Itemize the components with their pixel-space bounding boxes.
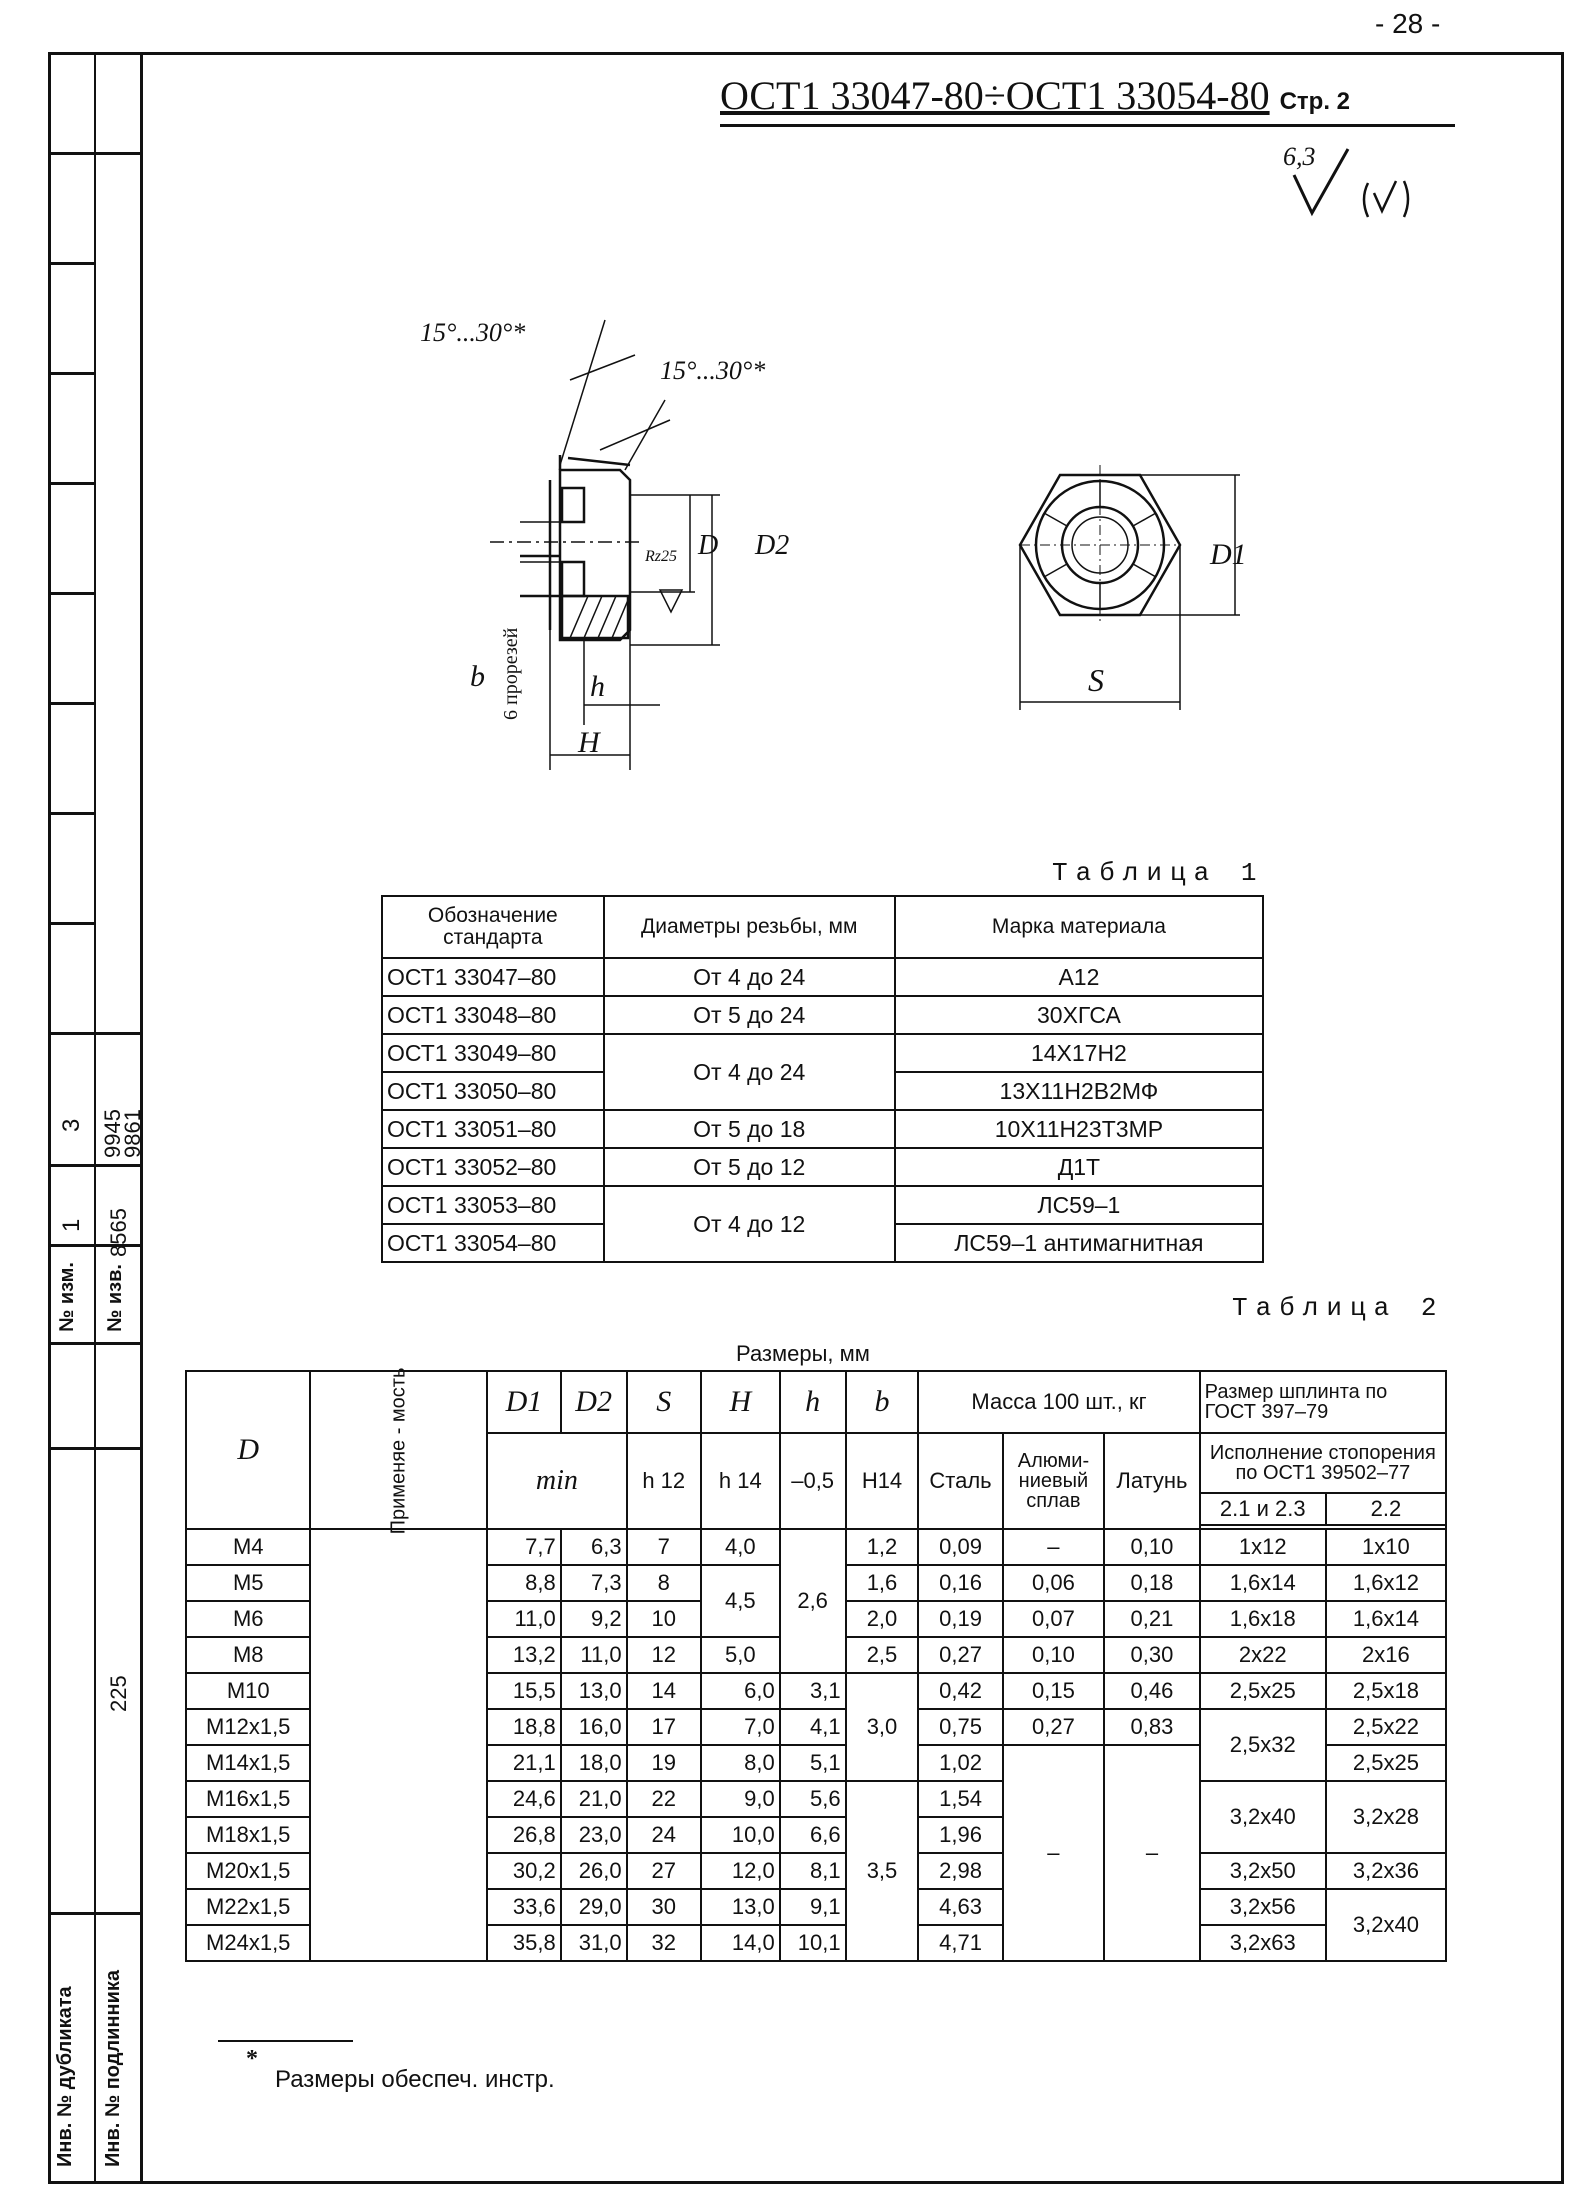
cell-steel: 1,54 bbox=[918, 1781, 1002, 1817]
roughness-value: 6,3 bbox=[1283, 142, 1316, 171]
cell-D2: 31,0 bbox=[561, 1925, 627, 1961]
cell-D2: 6,3 bbox=[561, 1529, 627, 1565]
cell-S: 10 bbox=[627, 1601, 701, 1637]
strip-line bbox=[48, 1447, 140, 1450]
cell-h: 8,1 bbox=[780, 1853, 846, 1889]
cell-h: 10,1 bbox=[780, 1925, 846, 1961]
cell-D1: 15,5 bbox=[487, 1673, 560, 1709]
cell-D2: 7,3 bbox=[561, 1565, 627, 1601]
cell-D: М14х1,5 bbox=[186, 1745, 310, 1781]
table2-header-alu: Алюми- ниевый сплав bbox=[1003, 1433, 1105, 1529]
cell-H: 12,0 bbox=[701, 1853, 780, 1889]
table-row bbox=[382, 1186, 1263, 1224]
strip-line bbox=[48, 482, 94, 485]
cell-S: 27 bbox=[627, 1853, 701, 1889]
cell-brass: – bbox=[1104, 1745, 1199, 1961]
cell-steel: 4,63 bbox=[918, 1889, 1002, 1925]
strip-line bbox=[48, 1164, 140, 1167]
cell-S: 22 bbox=[627, 1781, 701, 1817]
cell-pin-21: 3,2х63 bbox=[1200, 1925, 1326, 1961]
cell-pin-22: 2,5х22 bbox=[1326, 1709, 1446, 1745]
table2-header-minus05: –0,5 bbox=[780, 1433, 846, 1529]
table2-header-H14: Н14 bbox=[846, 1433, 919, 1529]
cell-h: 4,1 bbox=[780, 1709, 846, 1745]
cell-D2: 29,0 bbox=[561, 1889, 627, 1925]
cell-D2: 23,0 bbox=[561, 1817, 627, 1853]
strip-line bbox=[48, 1342, 140, 1345]
cell-alu: – bbox=[1003, 1529, 1105, 1565]
table2-header-h12: h 12 bbox=[627, 1433, 701, 1529]
table2-header-row bbox=[186, 1371, 1446, 1433]
cell-alu: 0,15 bbox=[1003, 1673, 1105, 1709]
table1-caption: Таблица 1 bbox=[1052, 858, 1265, 888]
cell-alu: 0,27 bbox=[1003, 1709, 1105, 1745]
table1-cell: ОСТ1 33054–80 bbox=[382, 1224, 604, 1262]
dim-label-b: b bbox=[470, 660, 485, 693]
strip-line bbox=[48, 152, 140, 155]
dim-label-h: h bbox=[590, 670, 605, 703]
cell-H: 7,0 bbox=[701, 1709, 780, 1745]
strip-line bbox=[48, 592, 94, 595]
strip-line bbox=[48, 262, 94, 265]
page-label: Стр. 2 bbox=[1279, 88, 1351, 115]
dim-label-D: D bbox=[698, 530, 719, 561]
cell-S: 24 bbox=[627, 1817, 701, 1853]
table1-cell: 30ХГСА bbox=[895, 996, 1263, 1034]
nut-top-view-drawing bbox=[1010, 460, 1280, 720]
slots-label: 6 прорезей bbox=[500, 627, 522, 720]
cell-h: 2,6 bbox=[780, 1529, 846, 1673]
table2-header-min: min bbox=[487, 1433, 626, 1529]
cell-D2: 18,0 bbox=[561, 1745, 627, 1781]
table-row bbox=[382, 1148, 1263, 1186]
table1 bbox=[381, 895, 1264, 1263]
cell-D1: 24,6 bbox=[487, 1781, 560, 1817]
strip-value-9945: 9945 bbox=[100, 1109, 125, 1158]
cell-D: М6 bbox=[186, 1601, 310, 1637]
table1-cell: ЛС59–1 bbox=[895, 1186, 1263, 1224]
strip-line bbox=[48, 372, 94, 375]
table1-cell: А12 bbox=[895, 958, 1263, 996]
cell-S: 14 bbox=[627, 1673, 701, 1709]
izm-label-1: № изм. bbox=[56, 1262, 78, 1332]
cell-S: 19 bbox=[627, 1745, 701, 1781]
cell-pin-22: 3,2х40 bbox=[1326, 1889, 1446, 1961]
inv-dupl-label: Инв. № дубликата bbox=[54, 1986, 76, 2167]
cell-pin-21: 2х22 bbox=[1200, 1637, 1326, 1673]
table-row bbox=[382, 1034, 1263, 1072]
table1-cell: ЛС59–1 антимагнитная bbox=[895, 1224, 1263, 1262]
cell-brass: 0,30 bbox=[1104, 1637, 1199, 1673]
dim-label-D2: D2 bbox=[755, 530, 790, 561]
cell-D1: 11,0 bbox=[487, 1601, 560, 1637]
title-underline bbox=[720, 124, 1455, 127]
cell-pin-21: 2,5х25 bbox=[1200, 1673, 1326, 1709]
cell-D1: 21,1 bbox=[487, 1745, 560, 1781]
table1-cell: ОСТ1 33053–80 bbox=[382, 1186, 604, 1224]
table1-cell: ОСТ1 33051–80 bbox=[382, 1110, 604, 1148]
cell-H: 6,0 bbox=[701, 1673, 780, 1709]
cell-D: М20х1,5 bbox=[186, 1853, 310, 1889]
strip-line bbox=[48, 812, 94, 815]
cell-brass: 0,18 bbox=[1104, 1565, 1199, 1601]
inv-podl-label: Инв. № подлинника bbox=[102, 1969, 124, 2167]
table1-header: Обозначение стандарта bbox=[382, 896, 604, 958]
table2-header-steel: Сталь bbox=[918, 1433, 1002, 1529]
cell-h: 5,6 bbox=[780, 1781, 846, 1817]
cell-pin-21: 1х12 bbox=[1200, 1529, 1326, 1565]
cell-S: 30 bbox=[627, 1889, 701, 1925]
cell-h: 3,1 bbox=[780, 1673, 846, 1709]
cell-D: М22х1,5 bbox=[186, 1889, 310, 1925]
cell-D: М8 bbox=[186, 1637, 310, 1673]
table1-cell: ОСТ1 33047–80 bbox=[382, 958, 604, 996]
cell-pin-22: 1,6х12 bbox=[1326, 1565, 1446, 1601]
cell-brass: 0,46 bbox=[1104, 1673, 1199, 1709]
table1-cell: От 4 до 24 bbox=[604, 1034, 895, 1110]
strip-value-1: 1 bbox=[58, 1218, 85, 1232]
table2-header-D: D bbox=[186, 1371, 310, 1529]
cell-pin-21: 3,2х56 bbox=[1200, 1889, 1326, 1925]
dim-label-S: S bbox=[1088, 662, 1104, 698]
cell-D: М10 bbox=[186, 1673, 310, 1709]
cell-steel: 0,19 bbox=[918, 1601, 1002, 1637]
page-number: - 28 - bbox=[1375, 8, 1441, 39]
cell-D: М24х1,5 bbox=[186, 1925, 310, 1961]
cell-pin-21: 3,2х40 bbox=[1200, 1781, 1326, 1853]
table2-header-b: b bbox=[846, 1371, 919, 1433]
table2-header-brass: Латунь bbox=[1104, 1433, 1199, 1529]
strip-line bbox=[48, 1032, 140, 1035]
dim-label-H: H bbox=[578, 726, 600, 759]
cell-alu: 0,06 bbox=[1003, 1565, 1105, 1601]
table1-cell: От 4 до 12 bbox=[604, 1186, 895, 1262]
cell-D1: 33,6 bbox=[487, 1889, 560, 1925]
cell-pin-21: 2,5х32 bbox=[1200, 1709, 1326, 1781]
roughness-check-icon bbox=[1290, 145, 1430, 225]
cell-D2: 26,0 bbox=[561, 1853, 627, 1889]
cell-pin-22: 2х16 bbox=[1326, 1637, 1446, 1673]
table2-header-D1: D1 bbox=[487, 1371, 560, 1433]
cell-steel: 1,02 bbox=[918, 1745, 1002, 1781]
table2-header-h14: h 14 bbox=[701, 1433, 780, 1529]
table1-cell: 10Х11Н23Т3МР bbox=[895, 1110, 1263, 1148]
cell-S: 17 bbox=[627, 1709, 701, 1745]
side-strip bbox=[48, 52, 145, 2184]
cell-b: 3,5 bbox=[846, 1781, 919, 1961]
table1-header: Марка материала bbox=[895, 896, 1263, 958]
cell-H: 9,0 bbox=[701, 1781, 780, 1817]
cell-H: 4,5 bbox=[701, 1565, 780, 1637]
footnote-marker: * bbox=[246, 2046, 258, 2072]
table2-header-H: H bbox=[701, 1371, 780, 1433]
table1-cell: От 4 до 24 bbox=[604, 958, 895, 996]
cell-H: 8,0 bbox=[701, 1745, 780, 1781]
cell-pin-22: 2,5х18 bbox=[1326, 1673, 1446, 1709]
strip-line bbox=[48, 922, 94, 925]
table1-cell: ОСТ1 33050–80 bbox=[382, 1072, 604, 1110]
table2-header-applicability bbox=[310, 1367, 487, 1535]
cell-b: 1,2 bbox=[846, 1529, 919, 1565]
angle-label-1: 15°...30°* bbox=[420, 318, 526, 347]
table1-cell: 13Х11Н2В2МФ bbox=[895, 1072, 1263, 1110]
strip-line bbox=[48, 1912, 140, 1915]
cell-D2: 11,0 bbox=[561, 1637, 627, 1673]
cell-S: 32 bbox=[627, 1925, 701, 1961]
table1-cell: ОСТ1 33049–80 bbox=[382, 1034, 604, 1072]
strip-value-3: 3 bbox=[58, 1118, 85, 1132]
cell-D1: 13,2 bbox=[487, 1637, 560, 1673]
cell-D1: 7,7 bbox=[487, 1529, 560, 1565]
cell-S: 8 bbox=[627, 1565, 701, 1601]
table2-header-D2: D2 bbox=[561, 1371, 627, 1433]
table-row bbox=[382, 1110, 1263, 1148]
standard-designation: ОСТ1 33047-80÷ОСТ1 33054-80 bbox=[720, 73, 1270, 118]
cell-D1: 18,8 bbox=[487, 1709, 560, 1745]
cell-alu: 0,10 bbox=[1003, 1637, 1105, 1673]
table2-header-pin: Размер шплинта по ГОСТ 397–79 bbox=[1200, 1371, 1446, 1433]
table2 bbox=[185, 1367, 1447, 1962]
cell-steel: 0,16 bbox=[918, 1565, 1002, 1601]
cell-b: 1,6 bbox=[846, 1565, 919, 1601]
cell-brass: 0,83 bbox=[1104, 1709, 1199, 1745]
cell-b: 3,0 bbox=[846, 1673, 919, 1781]
table2-header-v21: 2.1 и 2.3 bbox=[1200, 1493, 1326, 1525]
cell-steel: 2,98 bbox=[918, 1853, 1002, 1889]
cell-S: 7 bbox=[627, 1529, 701, 1565]
table1-header: Диаметры резьбы, мм bbox=[604, 896, 895, 958]
strip-value-225: 225 bbox=[106, 1675, 131, 1712]
cell-D2: 9,2 bbox=[561, 1601, 627, 1637]
document-title bbox=[720, 72, 1350, 119]
cell-H: 10,0 bbox=[701, 1817, 780, 1853]
cell-D1: 8,8 bbox=[487, 1565, 560, 1601]
footnote-text: Размеры обеспеч. инстр. bbox=[275, 2066, 555, 2093]
table1-cell: 14Х17Н2 bbox=[895, 1034, 1263, 1072]
cell-D2: 13,0 bbox=[561, 1673, 627, 1709]
strip-value-9861: 9861 bbox=[120, 1109, 145, 1158]
cell-b: 2,5 bbox=[846, 1637, 919, 1673]
cell-steel: 0,75 bbox=[918, 1709, 1002, 1745]
table2-caption: Таблица 2 bbox=[1232, 1293, 1445, 1323]
cell-D1: 30,2 bbox=[487, 1853, 560, 1889]
dim-label-D1: D1 bbox=[1210, 538, 1247, 571]
table2-sizes-caption: Размеры, мм bbox=[736, 1341, 870, 1366]
cell-D: М4 bbox=[186, 1529, 310, 1565]
cell-h: 6,6 bbox=[780, 1817, 846, 1853]
cell-b: 2,0 bbox=[846, 1601, 919, 1637]
cell-h: 5,1 bbox=[780, 1745, 846, 1781]
cell-D: М5 bbox=[186, 1565, 310, 1601]
strip-line bbox=[48, 702, 94, 705]
table1-cell: От 5 до 12 bbox=[604, 1148, 895, 1186]
cell-steel: 0,42 bbox=[918, 1673, 1002, 1709]
cell-D1: 35,8 bbox=[487, 1925, 560, 1961]
table1-cell: От 5 до 24 bbox=[604, 996, 895, 1034]
cell-D: М18х1,5 bbox=[186, 1817, 310, 1853]
cell-D: М12х1,5 bbox=[186, 1709, 310, 1745]
cell-D: М16х1,5 bbox=[186, 1781, 310, 1817]
cell-alu: 0,07 bbox=[1003, 1601, 1105, 1637]
table1-cell: От 5 до 18 bbox=[604, 1110, 895, 1148]
izm-label-2: № изв. bbox=[104, 1264, 126, 1332]
table2-header-v22: 2.2 bbox=[1326, 1493, 1446, 1525]
table-row bbox=[382, 958, 1263, 996]
cell-pin-22: 2,5х25 bbox=[1326, 1745, 1446, 1781]
cell-pin-22: 3,2х36 bbox=[1326, 1853, 1446, 1889]
cell-h: 9,1 bbox=[780, 1889, 846, 1925]
cell-steel: 0,09 bbox=[918, 1529, 1002, 1565]
cell-H: 5,0 bbox=[701, 1637, 780, 1673]
table-row bbox=[186, 1529, 1446, 1565]
cell-D1: 26,8 bbox=[487, 1817, 560, 1853]
table2-header-mass: Масса 100 шт., кг bbox=[918, 1371, 1199, 1433]
table1-cell: ОСТ1 33048–80 bbox=[382, 996, 604, 1034]
cell-brass: 0,10 bbox=[1104, 1529, 1199, 1565]
cell-steel: 0,27 bbox=[918, 1637, 1002, 1673]
footnote-separator bbox=[218, 2040, 353, 2042]
cell-brass: 0,21 bbox=[1104, 1601, 1199, 1637]
table2-header-lock: Исполнение стопорения по ОСТ1 39502–77 bbox=[1200, 1433, 1446, 1493]
table1-cell: Д1Т bbox=[895, 1148, 1263, 1186]
cell-pin-22: 1,6х14 bbox=[1326, 1601, 1446, 1637]
strip-value-8565: 8565 bbox=[106, 1208, 131, 1257]
roughness-rz-label: Rz25 bbox=[645, 548, 677, 565]
cell-steel: 1,96 bbox=[918, 1817, 1002, 1853]
cell-pin-21: 1,6х14 bbox=[1200, 1565, 1326, 1601]
cell-H: 14,0 bbox=[701, 1925, 780, 1961]
table1-cell: ОСТ1 33052–80 bbox=[382, 1148, 604, 1186]
angle-label-2: 15°...30°* bbox=[660, 356, 766, 385]
cell-steel: 4,71 bbox=[918, 1925, 1002, 1961]
cell-H: 4,0 bbox=[701, 1529, 780, 1565]
cell-pin-22: 1х10 bbox=[1326, 1529, 1446, 1565]
cell-pin-22: 3,2х28 bbox=[1326, 1781, 1446, 1853]
cell-pin-21: 3,2х50 bbox=[1200, 1853, 1326, 1889]
table1-header-row bbox=[382, 896, 1263, 958]
table2-header-S: S bbox=[627, 1371, 701, 1433]
cell-applicability bbox=[310, 1529, 487, 1961]
cell-pin-21: 1,6х18 bbox=[1200, 1601, 1326, 1637]
table-row bbox=[382, 996, 1263, 1034]
cell-S: 12 bbox=[627, 1637, 701, 1673]
cell-D2: 21,0 bbox=[561, 1781, 627, 1817]
applicability-label: Применяе - мость bbox=[387, 1367, 410, 1535]
cell-D2: 16,0 bbox=[561, 1709, 627, 1745]
cell-H: 13,0 bbox=[701, 1889, 780, 1925]
table2-header-h: h bbox=[780, 1371, 846, 1433]
cell-alu: – bbox=[1003, 1745, 1105, 1961]
